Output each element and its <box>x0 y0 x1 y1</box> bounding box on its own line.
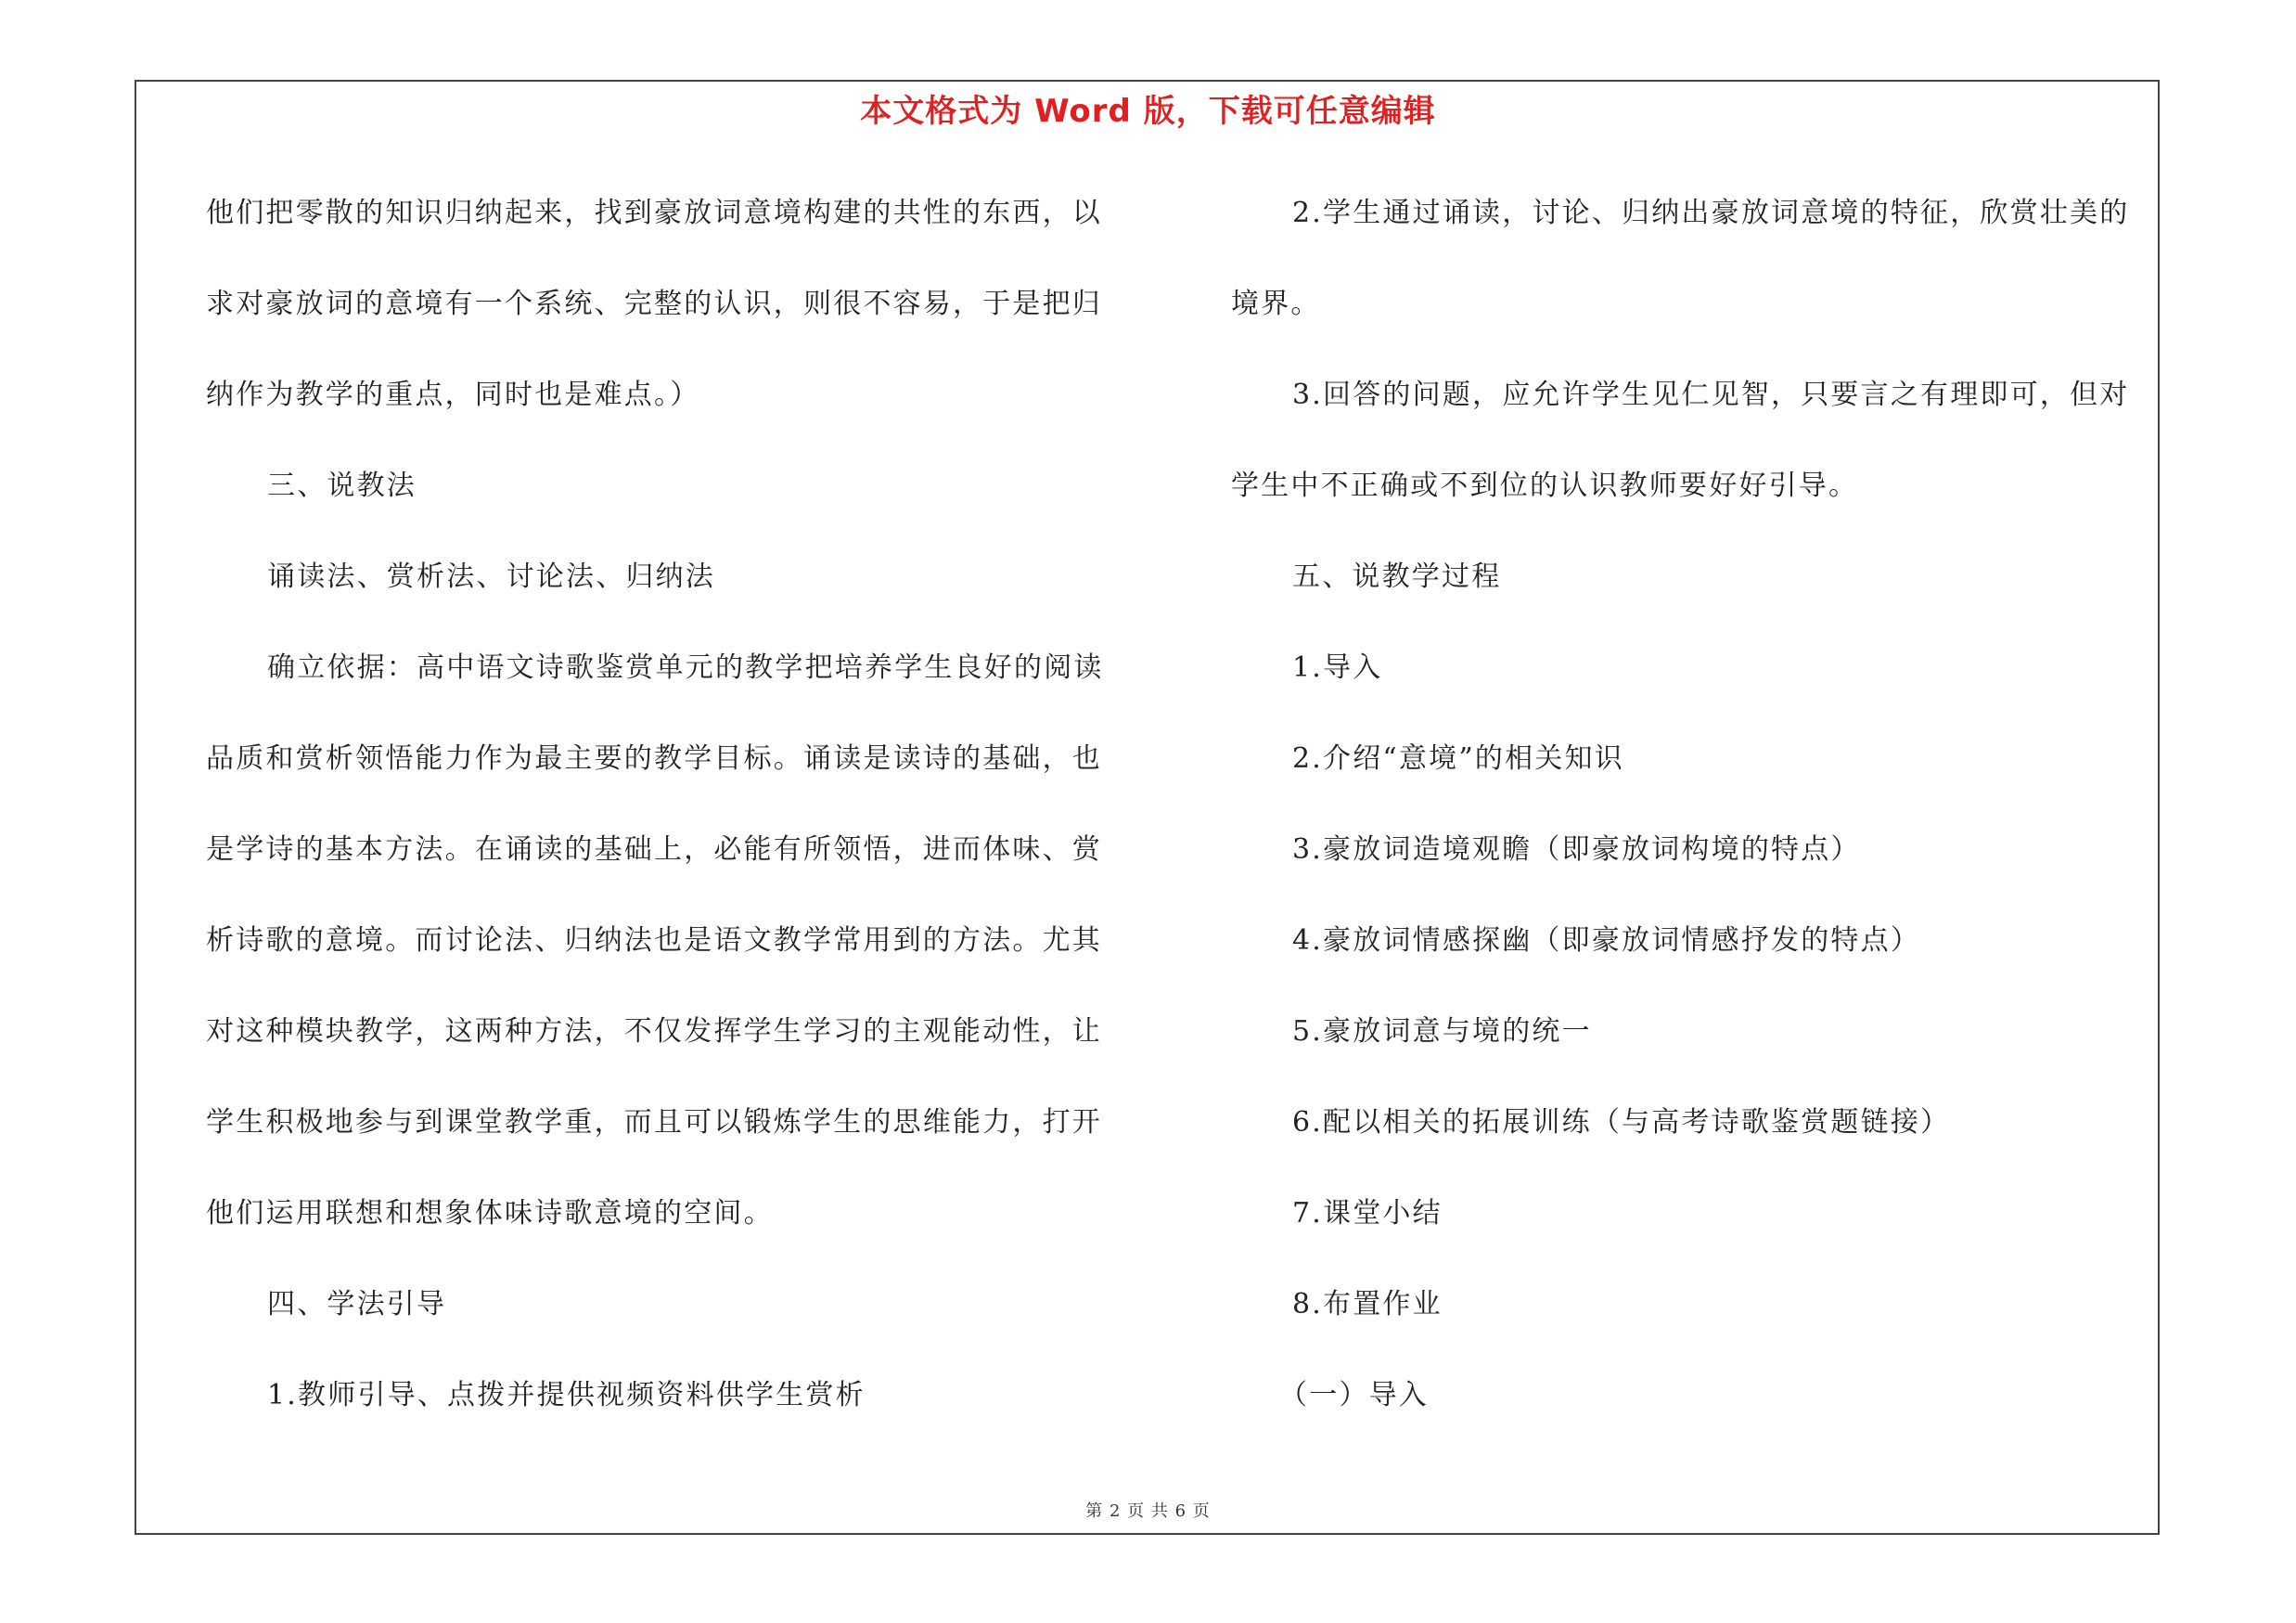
paragraph-line: 对这种模块教学，这两种方法，不仅发挥学生学习的主观能动性，让 <box>206 1015 1102 1048</box>
list-item: 2.介绍“意境”的相关知识 <box>1292 742 1624 775</box>
list-item: 1.教师引导、点拨并提供视频资料供学生赏析 <box>267 1379 866 1411</box>
paragraph-line: 求对豪放词的意境有一个系统、完整的认识，则很不容易，于是把归 <box>206 288 1102 320</box>
list-item: 3.回答的问题，应允许学生见仁见智，只要言之有理即可，但对 <box>1292 379 2130 411</box>
paragraph-line: 他们把零散的知识归纳起来，找到豪放词意境构建的共性的东西，以 <box>206 197 1102 229</box>
list-item: 7.课堂小结 <box>1292 1197 1443 1230</box>
paragraph-line: 他们运用联想和想象体味诗歌意境的空间。 <box>206 1197 774 1230</box>
paragraph-line: 学生积极地参与到课堂教学重，而且可以锻炼学生的思维能力，打开 <box>206 1106 1102 1139</box>
right-text-column <box>1231 186 2151 1459</box>
left-text-column <box>206 186 1124 1459</box>
list-item: 1.导入 <box>1292 651 1383 684</box>
list-item: 8.布置作业 <box>1292 1288 1443 1320</box>
format-banner: 本文格式为 Word 版，下载可任意编辑 <box>860 93 1436 130</box>
list-item: 6.配以相关的拓展训练（与高考诗歌鉴赏题链接） <box>1292 1106 1951 1139</box>
paragraph-line: 品质和赏析领悟能力作为最主要的教学目标。诵读是读诗的基础，也 <box>206 742 1102 775</box>
subsection-heading-introduction: （一）导入 <box>1279 1379 1429 1411</box>
paragraph-line: 析诗歌的意境。而讨论法、归纳法也是语文教学常用到的方法。尤其 <box>206 924 1102 957</box>
paragraph-line: 学生中不正确或不到位的认识教师要好好引导。 <box>1231 470 1859 502</box>
paragraph-line: 确立依据：高中语文诗歌鉴赏单元的教学把培养学生良好的阅读 <box>267 651 1104 684</box>
list-item: 4.豪放词情感探幽（即豪放词情感抒发的特点） <box>1292 924 1921 957</box>
paragraph-line: 诵读法、赏析法、讨论法、归纳法 <box>267 560 715 593</box>
paragraph-line: 纳作为教学的重点，同时也是难点。） <box>206 379 700 411</box>
paragraph-line: 是学诗的基本方法。在诵读的基础上，必能有所领悟，进而体味、赏 <box>206 833 1102 866</box>
list-item: 5.豪放词意与境的统一 <box>1292 1015 1592 1048</box>
list-item: 3.豪放词造境观瞻（即豪放词构境的特点） <box>1292 833 1861 866</box>
paragraph-line: 境界。 <box>1231 288 1321 320</box>
section-heading-teaching-process: 五、说教学过程 <box>1292 560 1502 593</box>
section-heading-study-guidance: 四、学法引导 <box>267 1288 447 1320</box>
page-number-footer: 第 2 页 共 6 页 <box>1085 1501 1211 1521</box>
section-heading-teaching-methods: 三、说教法 <box>267 470 417 502</box>
list-item: 2.学生通过诵读，讨论、归纳出豪放词意境的特征，欣赏壮美的 <box>1292 197 2130 229</box>
